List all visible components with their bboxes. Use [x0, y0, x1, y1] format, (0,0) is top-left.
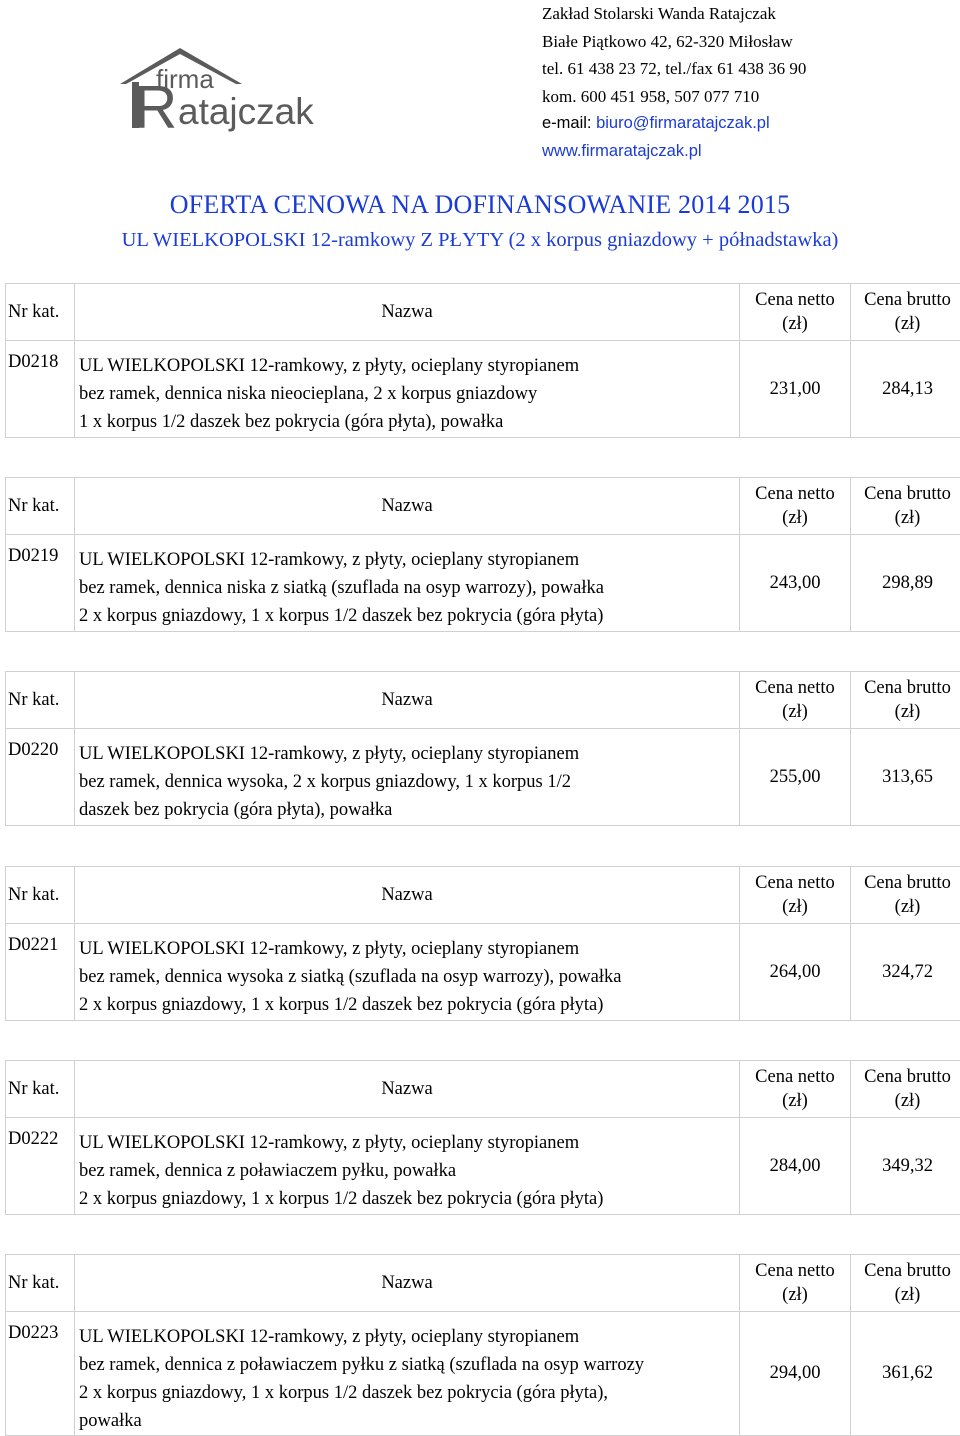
header-nr: Nr kat.: [6, 867, 75, 924]
offer-description-line: 2 x korpus gniazdowy, 1 x korpus 1/2 daszek bez pokrycia (góra płyta): [79, 1185, 739, 1213]
offer-description-line: 2 x korpus gniazdowy, 1 x korpus 1/2 daszek bez pokrycia (góra płyta): [79, 602, 739, 630]
offer-gross-price: 298,89: [851, 535, 960, 632]
header-gross: Cena brutto (zł): [851, 1255, 960, 1312]
offer-gross-price: 284,13: [851, 341, 960, 438]
offer-description-line: bez ramek, dennica niska z siatką (szuflada na osyp warrozy), powałka: [79, 574, 739, 602]
email-label: e-mail:: [542, 114, 596, 132]
offer-description-line: UL WIELKOPOLSKI 12-ramkowy, z płyty, ocieplany styropianem: [79, 740, 739, 768]
offer-nr: D0218: [6, 341, 75, 438]
offer-net-price: 284,00: [740, 1118, 851, 1215]
page-subtitle: UL WIELKOPOLSKI 12-ramkowy Z PŁYTY (2 x korpus gniazdowy + półnadstawka): [0, 229, 960, 252]
offer-row: [6, 535, 960, 632]
offer-description-line: bez ramek, dennica wysoka z siatką (szuflada na osyp warrozy), powałka: [79, 963, 739, 991]
offer-gross-price: 324,72: [851, 924, 960, 1021]
header-gross: Cena brutto (zł): [851, 478, 960, 535]
offer-description-line: bez ramek, dennica wysoka, 2 x korpus gniazdowy, 1 x korpus 1/2: [79, 768, 739, 796]
offer-description: [75, 341, 740, 438]
offer-net-price: 264,00: [740, 924, 851, 1021]
company-email-row: [542, 110, 806, 138]
offer-gross-price: 313,65: [851, 729, 960, 826]
page-title: OFERTA CENOWA NA DOFINANSOWANIE 2014 2015: [0, 190, 960, 220]
offer-table: [5, 1060, 958, 1215]
offer-description: [75, 729, 740, 826]
offer-description-line: 2 x korpus gniazdowy, 1 x korpus 1/2 daszek bez pokrycia (góra płyta),: [79, 1379, 739, 1407]
header-nr: Nr kat.: [6, 478, 75, 535]
offer-row: [6, 924, 960, 1021]
offer-description-line: daszek bez pokrycia (góra płyta), powałka: [79, 796, 739, 824]
offer-description-line: UL WIELKOPOLSKI 12-ramkowy, z płyty, ocieplany styropianem: [79, 1323, 739, 1351]
offer-header-row: [6, 478, 960, 535]
offer-nr: D0221: [6, 924, 75, 1021]
offer-table: [5, 477, 958, 632]
header-net: Cena netto (zł): [740, 1255, 851, 1312]
header-gross: Cena brutto (zł): [851, 1061, 960, 1118]
offer-table: [5, 671, 958, 826]
header-nr: Nr kat.: [6, 1255, 75, 1312]
offer-nr: D0219: [6, 535, 75, 632]
header-gross: Cena brutto (zł): [851, 867, 960, 924]
offer-description: [75, 1118, 740, 1215]
header-gross: Cena brutto (zł): [851, 672, 960, 729]
offer-header-row: [6, 672, 960, 729]
offer-table: [5, 1254, 958, 1436]
offer-net-price: 294,00: [740, 1312, 851, 1436]
offer-description-line: UL WIELKOPOLSKI 12-ramkowy, z płyty, ocieplany styropianem: [79, 935, 739, 963]
offer-description-line: bez ramek, dennica z poławiaczem pyłku z siatką (szuflada na osyp warrozy: [79, 1351, 739, 1379]
offer-description: [75, 924, 740, 1021]
offer-row: [6, 729, 960, 826]
header-nr: Nr kat.: [6, 1061, 75, 1118]
offer-nr: D0222: [6, 1118, 75, 1215]
header-name: Nazwa: [75, 1061, 740, 1118]
company-phone: tel. 61 438 23 72, tel./fax 61 438 36 90: [542, 55, 806, 83]
offer-header-row: [6, 867, 960, 924]
header-name: Nazwa: [75, 1255, 740, 1312]
header-gross: Cena brutto (zł): [851, 284, 960, 341]
offer-gross-price: 349,32: [851, 1118, 960, 1215]
header-name: Nazwa: [75, 478, 740, 535]
email-link[interactable]: biuro@firmaratajczak.pl: [596, 114, 770, 132]
company-info: [542, 0, 806, 165]
offer-row: [6, 1312, 960, 1436]
logo-rest-text: atajczak: [178, 91, 314, 132]
offer-description: [75, 1312, 740, 1436]
header-net: Cena netto (zł): [740, 284, 851, 341]
offer-description-line: bez ramek, dennica niska nieocieplana, 2 x korpus gniazdowy: [79, 380, 739, 408]
header-nr: Nr kat.: [6, 672, 75, 729]
company-mobile: kom. 600 451 958, 507 077 710: [542, 83, 806, 111]
website-link[interactable]: www.firmaratajczak.pl: [542, 142, 702, 160]
header-net: Cena netto (zł): [740, 867, 851, 924]
offer-description-line: 2 x korpus gniazdowy, 1 x korpus 1/2 daszek bez pokrycia (góra płyta): [79, 991, 739, 1019]
offer-net-price: 255,00: [740, 729, 851, 826]
offer-header-row: [6, 1255, 960, 1312]
offer-description-line: 1 x korpus 1/2 daszek bez pokrycia (góra płyta), powałka: [79, 408, 739, 436]
offer-net-price: 243,00: [740, 535, 851, 632]
offer-description-line: UL WIELKOPOLSKI 12-ramkowy, z płyty, ocieplany styropianem: [79, 1129, 739, 1157]
offer-header-row: [6, 284, 960, 341]
offer-table: [5, 283, 958, 438]
header-nr: Nr kat.: [6, 284, 75, 341]
offer-net-price: 231,00: [740, 341, 851, 438]
header-net: Cena netto (zł): [740, 1061, 851, 1118]
offer-description-line: UL WIELKOPOLSKI 12-ramkowy, z płyty, ocieplany styropianem: [79, 352, 739, 380]
offer-header-row: [6, 1061, 960, 1118]
header-name: Nazwa: [75, 284, 740, 341]
offer-description-line: powałka: [79, 1407, 739, 1435]
offer-nr: D0223: [6, 1312, 75, 1436]
company-name: Zakład Stolarski Wanda Ratajczak: [542, 0, 806, 28]
logo-small-text: firma: [156, 64, 214, 94]
logo-big-letter: R: [134, 74, 177, 141]
header-net: Cena netto (zł): [740, 672, 851, 729]
offer-row: [6, 341, 960, 438]
header-name: Nazwa: [75, 672, 740, 729]
offer-nr: D0220: [6, 729, 75, 826]
header-net: Cena netto (zł): [740, 478, 851, 535]
offer-table: [5, 866, 958, 1021]
offer-gross-price: 361,62: [851, 1312, 960, 1436]
offer-row: [6, 1118, 960, 1215]
offer-description-line: UL WIELKOPOLSKI 12-ramkowy, z płyty, ocieplany styropianem: [79, 546, 739, 574]
offer-description-line: bez ramek, dennica z poławiaczem pyłku, powałka: [79, 1157, 739, 1185]
company-address: Białe Piątkowo 42, 62-320 Miłosław: [542, 28, 806, 56]
header-name: Nazwa: [75, 867, 740, 924]
firma-ratajczak-logo: [118, 44, 353, 144]
offer-description: [75, 535, 740, 632]
